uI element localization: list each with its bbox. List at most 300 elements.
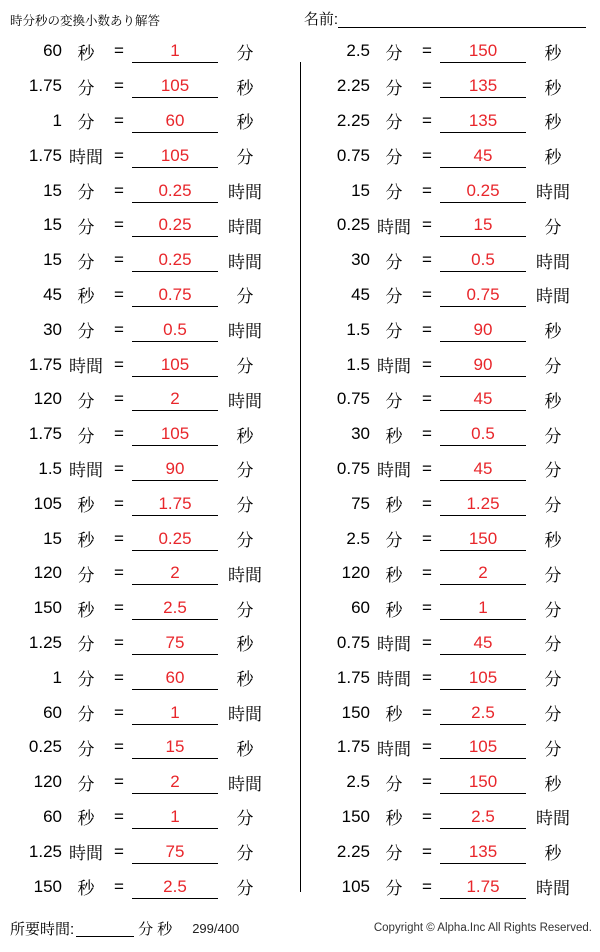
problem-unit: 分 xyxy=(385,322,403,342)
answer-unit: 秒 xyxy=(544,148,562,168)
answer-field[interactable]: 105 xyxy=(440,735,526,759)
problem-value: 120 xyxy=(341,563,370,583)
problem-value: 60 xyxy=(43,702,62,722)
problem-row xyxy=(6,312,292,347)
problem-value: 30 xyxy=(351,250,370,270)
problem-unit: 分 xyxy=(77,391,95,411)
problem-value: 1.75 xyxy=(28,424,62,444)
equals-sign: = xyxy=(422,424,432,444)
answer-field[interactable]: 1 xyxy=(132,701,218,725)
problem-value: 2.5 xyxy=(346,772,370,792)
page-header xyxy=(0,0,600,28)
answer-field[interactable]: 1.25 xyxy=(440,492,526,516)
problem-unit: 分 xyxy=(385,252,403,272)
problem-unit: 時間 xyxy=(377,670,411,690)
problem-row xyxy=(6,382,292,417)
equals-sign: = xyxy=(422,389,432,409)
equals-sign: = xyxy=(114,215,124,235)
answer-field[interactable]: 105 xyxy=(132,422,218,446)
problem-value: 2.5 xyxy=(346,41,370,61)
problem-value: 1.75 xyxy=(28,145,62,165)
problem-row xyxy=(6,138,292,173)
answer-field[interactable]: 2.5 xyxy=(440,701,526,725)
answer-field[interactable]: 2 xyxy=(440,561,526,585)
problem-unit: 秒 xyxy=(77,531,95,551)
problem-row xyxy=(314,278,596,313)
problem-unit: 分 xyxy=(385,43,403,63)
equals-sign: = xyxy=(422,284,432,304)
problem-value: 150 xyxy=(33,876,62,896)
answer-unit: 分 xyxy=(544,635,562,655)
problem-value: 2.25 xyxy=(336,841,370,861)
answer-field[interactable]: 2 xyxy=(132,387,218,411)
answer-field[interactable]: 135 xyxy=(440,840,526,864)
equals-sign: = xyxy=(114,145,124,165)
problem-row xyxy=(6,452,292,487)
equals-sign: = xyxy=(114,354,124,374)
problem-unit: 秒 xyxy=(77,879,95,899)
problem-row xyxy=(314,243,596,278)
answer-field[interactable]: 135 xyxy=(440,74,526,98)
problem-row xyxy=(314,486,596,521)
problem-row xyxy=(6,591,292,626)
problem-unit: 分 xyxy=(77,113,95,133)
problem-value: 150 xyxy=(341,702,370,722)
answer-unit: 秒 xyxy=(544,113,562,133)
answer-unit: 時間 xyxy=(228,252,262,272)
equals-sign: = xyxy=(114,250,124,270)
equals-sign: = xyxy=(422,632,432,652)
answer-unit: 秒 xyxy=(544,391,562,411)
time-seconds-unit: 秒 xyxy=(157,920,173,938)
equals-sign: = xyxy=(114,528,124,548)
equals-sign: = xyxy=(114,389,124,409)
answer-field[interactable]: 0.5 xyxy=(440,248,526,272)
problem-value: 0.25 xyxy=(28,737,62,757)
problem-row xyxy=(6,486,292,521)
answer-unit: 時間 xyxy=(228,774,262,794)
problem-column-right xyxy=(300,34,600,904)
problem-value: 0.75 xyxy=(336,458,370,478)
equals-sign: = xyxy=(422,841,432,861)
answer-unit: 時間 xyxy=(228,705,262,725)
problem-unit: 時間 xyxy=(69,461,103,481)
equals-sign: = xyxy=(422,702,432,722)
problem-row xyxy=(6,765,292,800)
problem-unit: 時間 xyxy=(69,357,103,377)
problem-value: 0.25 xyxy=(336,215,370,235)
problem-row xyxy=(314,695,596,730)
problem-value: 0.75 xyxy=(336,145,370,165)
problem-value: 2.5 xyxy=(346,528,370,548)
problem-unit: 分 xyxy=(385,774,403,794)
equals-sign: = xyxy=(114,876,124,896)
problem-row xyxy=(6,800,292,835)
answer-unit: 時間 xyxy=(228,391,262,411)
equals-sign: = xyxy=(422,806,432,826)
answer-field[interactable]: 2.5 xyxy=(132,875,218,899)
problem-value: 105 xyxy=(341,876,370,896)
problem-row xyxy=(314,104,596,139)
problem-value: 0.75 xyxy=(336,389,370,409)
answer-field[interactable]: 0.5 xyxy=(440,422,526,446)
problem-value: 120 xyxy=(33,772,62,792)
equals-sign: = xyxy=(114,180,124,200)
problem-row xyxy=(314,765,596,800)
problem-row xyxy=(314,208,596,243)
problem-value: 60 xyxy=(43,806,62,826)
time-required-label: 所要時間: xyxy=(10,920,75,938)
equals-sign: = xyxy=(422,667,432,687)
problem-unit: 時間 xyxy=(377,217,411,237)
problem-row xyxy=(6,730,292,765)
answer-field[interactable]: 1 xyxy=(440,596,526,620)
problem-value: 1.75 xyxy=(336,667,370,687)
answer-field[interactable]: 75 xyxy=(132,631,218,655)
name-input-line[interactable] xyxy=(338,10,586,28)
answer-unit: 時間 xyxy=(536,287,570,307)
answer-field[interactable]: 75 xyxy=(132,840,218,864)
equals-sign: = xyxy=(114,110,124,130)
equals-sign: = xyxy=(422,563,432,583)
answer-unit: 時間 xyxy=(536,183,570,203)
problem-value: 2.25 xyxy=(336,110,370,130)
answer-unit: 分 xyxy=(544,670,562,690)
answer-field[interactable]: 0.5 xyxy=(132,318,218,342)
answer-unit: 分 xyxy=(236,461,254,481)
answer-field[interactable]: 1.75 xyxy=(440,875,526,899)
problem-unit: 分 xyxy=(385,531,403,551)
answer-unit: 秒 xyxy=(544,844,562,864)
answer-unit: 分 xyxy=(236,809,254,829)
problem-row xyxy=(314,730,596,765)
equals-sign: = xyxy=(114,841,124,861)
problem-value: 1 xyxy=(52,667,62,687)
answer-unit: 秒 xyxy=(236,113,254,133)
problem-value: 1.75 xyxy=(28,76,62,96)
equals-sign: = xyxy=(422,737,432,757)
problem-unit: 時間 xyxy=(377,739,411,759)
problem-value: 1.75 xyxy=(336,737,370,757)
answer-field[interactable]: 105 xyxy=(132,74,218,98)
answer-field[interactable]: 90 xyxy=(440,353,526,377)
answer-field[interactable]: 2.5 xyxy=(132,596,218,620)
problem-row xyxy=(314,591,596,626)
problem-unit: 秒 xyxy=(385,496,403,516)
equals-sign: = xyxy=(422,215,432,235)
problem-value: 15 xyxy=(43,215,62,235)
problem-unit: 時間 xyxy=(69,844,103,864)
problem-row xyxy=(6,208,292,243)
problem-row xyxy=(6,278,292,313)
answer-unit: 分 xyxy=(544,217,562,237)
problem-value: 45 xyxy=(351,284,370,304)
problem-value: 60 xyxy=(43,41,62,61)
problem-row xyxy=(314,347,596,382)
equals-sign: = xyxy=(114,284,124,304)
equals-sign: = xyxy=(114,76,124,96)
problem-unit: 分 xyxy=(77,739,95,759)
answer-unit: 分 xyxy=(236,496,254,516)
answer-field[interactable]: 45 xyxy=(440,144,526,168)
problem-unit: 分 xyxy=(77,705,95,725)
problem-row xyxy=(6,173,292,208)
problem-row xyxy=(314,138,596,173)
problem-unit: 時間 xyxy=(377,461,411,481)
answer-field[interactable]: 60 xyxy=(132,666,218,690)
problem-row xyxy=(314,173,596,208)
answer-unit: 分 xyxy=(236,844,254,864)
page-count: 299/400 xyxy=(192,920,240,936)
problem-unit: 分 xyxy=(77,252,95,272)
problem-unit: 分 xyxy=(77,322,95,342)
answer-field[interactable]: 1 xyxy=(132,39,218,63)
answer-field[interactable]: 150 xyxy=(440,39,526,63)
answer-unit: 秒 xyxy=(544,78,562,98)
answer-field[interactable]: 15 xyxy=(440,213,526,237)
answer-unit: 分 xyxy=(236,148,254,168)
equals-sign: = xyxy=(114,806,124,826)
answer-unit: 分 xyxy=(236,43,254,63)
equals-sign: = xyxy=(422,876,432,896)
problem-row xyxy=(314,869,596,904)
answer-unit: 分 xyxy=(544,565,562,585)
problem-row xyxy=(314,417,596,452)
copyright-notice: Copyright © Alpha.Inc All Rights Reserved. xyxy=(373,922,592,934)
answer-unit: 秒 xyxy=(236,426,254,446)
answer-field[interactable]: 105 xyxy=(132,144,218,168)
problem-unit: 分 xyxy=(77,635,95,655)
answer-field[interactable]: 90 xyxy=(132,457,218,481)
equals-sign: = xyxy=(114,702,124,722)
answer-field[interactable]: 105 xyxy=(132,353,218,377)
equals-sign: = xyxy=(422,110,432,130)
problem-value: 15 xyxy=(351,180,370,200)
answer-field[interactable]: 90 xyxy=(440,318,526,342)
problem-value: 150 xyxy=(341,806,370,826)
answer-unit: 時間 xyxy=(228,322,262,342)
problem-value: 150 xyxy=(33,598,62,618)
answer-unit: 時間 xyxy=(228,217,262,237)
problem-unit: 分 xyxy=(385,183,403,203)
problem-unit: 秒 xyxy=(77,287,95,307)
problem-value: 0.75 xyxy=(336,632,370,652)
equals-sign: = xyxy=(114,737,124,757)
answer-unit: 秒 xyxy=(236,78,254,98)
answer-field[interactable]: 15 xyxy=(132,735,218,759)
problem-row xyxy=(314,834,596,869)
answer-field[interactable]: 60 xyxy=(132,109,218,133)
answer-unit: 秒 xyxy=(544,774,562,794)
problem-row xyxy=(314,521,596,556)
equals-sign: = xyxy=(114,667,124,687)
problem-row xyxy=(314,556,596,591)
answer-unit: 分 xyxy=(544,705,562,725)
problem-value: 1.5 xyxy=(346,354,370,374)
answer-field[interactable]: 0.75 xyxy=(132,283,218,307)
problem-unit: 分 xyxy=(77,774,95,794)
answer-unit: 分 xyxy=(544,461,562,481)
problem-value: 15 xyxy=(43,528,62,548)
problem-unit: 秒 xyxy=(77,600,95,620)
problem-value: 1.25 xyxy=(28,632,62,652)
problem-value: 1 xyxy=(52,110,62,130)
problem-value: 1.5 xyxy=(346,319,370,339)
problem-unit: 分 xyxy=(77,183,95,203)
problem-value: 15 xyxy=(43,180,62,200)
problem-value: 45 xyxy=(43,284,62,304)
problem-unit: 分 xyxy=(77,217,95,237)
equals-sign: = xyxy=(114,424,124,444)
page-title: 時分秒の変換小数あり解答 xyxy=(10,14,161,28)
problem-value: 30 xyxy=(351,424,370,444)
problem-row xyxy=(314,626,596,661)
column-divider xyxy=(300,62,301,892)
answer-unit: 時間 xyxy=(228,565,262,585)
answer-field[interactable]: 2.5 xyxy=(440,805,526,829)
answer-unit: 秒 xyxy=(236,739,254,759)
problem-value: 1.25 xyxy=(28,841,62,861)
equals-sign: = xyxy=(422,598,432,618)
answer-unit: 分 xyxy=(544,357,562,377)
problem-unit: 分 xyxy=(77,78,95,98)
equals-sign: = xyxy=(114,772,124,792)
problem-value: 30 xyxy=(43,319,62,339)
answer-unit: 分 xyxy=(544,739,562,759)
problem-unit: 時間 xyxy=(377,357,411,377)
answer-field[interactable]: 45 xyxy=(440,457,526,481)
equals-sign: = xyxy=(114,493,124,513)
time-minutes-blank[interactable] xyxy=(76,920,134,937)
problem-value: 1.75 xyxy=(28,354,62,374)
equals-sign: = xyxy=(422,458,432,478)
problem-row xyxy=(6,347,292,382)
problem-unit: 分 xyxy=(77,565,95,585)
problem-row xyxy=(314,660,596,695)
problem-row xyxy=(6,869,292,904)
problem-row xyxy=(6,417,292,452)
problem-row xyxy=(314,452,596,487)
answer-unit: 分 xyxy=(236,531,254,551)
answer-field[interactable]: 1 xyxy=(132,805,218,829)
problem-value: 60 xyxy=(351,598,370,618)
answer-unit: 秒 xyxy=(544,322,562,342)
page-footer xyxy=(0,910,600,952)
problem-unit: 分 xyxy=(77,426,95,446)
problem-column-left xyxy=(0,34,300,904)
problem-unit: 時間 xyxy=(377,635,411,655)
problem-unit: 分 xyxy=(385,287,403,307)
problem-value: 15 xyxy=(43,250,62,270)
equals-sign: = xyxy=(422,772,432,792)
answer-unit: 秒 xyxy=(544,531,562,551)
problem-row xyxy=(6,834,292,869)
answer-field[interactable]: 0.25 xyxy=(440,179,526,203)
equals-sign: = xyxy=(422,493,432,513)
equals-sign: = xyxy=(114,632,124,652)
answer-field[interactable]: 0.25 xyxy=(132,213,218,237)
problem-unit: 秒 xyxy=(77,43,95,63)
problem-unit: 秒 xyxy=(385,426,403,446)
answer-unit: 秒 xyxy=(544,43,562,63)
problem-row xyxy=(6,626,292,661)
answer-field[interactable]: 2 xyxy=(132,770,218,794)
problem-row xyxy=(314,382,596,417)
answer-field[interactable]: 0.75 xyxy=(440,283,526,307)
equals-sign: = xyxy=(114,458,124,478)
answer-unit: 時間 xyxy=(536,252,570,272)
problem-row xyxy=(6,34,292,69)
answer-field[interactable]: 45 xyxy=(440,387,526,411)
problem-unit: 秒 xyxy=(77,496,95,516)
answer-unit: 分 xyxy=(236,600,254,620)
answer-unit: 分 xyxy=(544,496,562,516)
problem-value: 2.25 xyxy=(336,76,370,96)
answer-field[interactable]: 1.75 xyxy=(132,492,218,516)
name-label: 名前: xyxy=(303,11,338,28)
answer-unit: 時間 xyxy=(536,809,570,829)
problem-unit: 分 xyxy=(385,391,403,411)
equals-sign: = xyxy=(422,250,432,270)
time-minutes-unit: 分 xyxy=(138,920,154,938)
answer-unit: 分 xyxy=(236,879,254,899)
answer-field[interactable]: 0.25 xyxy=(132,527,218,551)
answer-unit: 分 xyxy=(544,426,562,446)
answer-field[interactable]: 105 xyxy=(440,666,526,690)
problem-row xyxy=(314,69,596,104)
problem-row xyxy=(6,104,292,139)
equals-sign: = xyxy=(114,563,124,583)
problem-row xyxy=(6,69,292,104)
problem-row xyxy=(6,556,292,591)
equals-sign: = xyxy=(422,354,432,374)
equals-sign: = xyxy=(114,598,124,618)
answer-field[interactable]: 150 xyxy=(440,527,526,551)
equals-sign: = xyxy=(422,319,432,339)
equals-sign: = xyxy=(422,76,432,96)
answer-field[interactable]: 0.25 xyxy=(132,179,218,203)
answer-unit: 分 xyxy=(236,357,254,377)
problem-columns xyxy=(0,28,600,904)
problem-unit: 秒 xyxy=(385,809,403,829)
problem-unit: 分 xyxy=(385,148,403,168)
problem-value: 120 xyxy=(33,389,62,409)
problem-value: 105 xyxy=(33,493,62,513)
answer-field[interactable]: 2 xyxy=(132,561,218,585)
problem-value: 120 xyxy=(33,563,62,583)
answer-field[interactable]: 0.25 xyxy=(132,248,218,272)
name-field-area xyxy=(304,10,586,28)
answer-unit: 分 xyxy=(236,287,254,307)
problem-unit: 時間 xyxy=(69,148,103,168)
answer-field[interactable]: 150 xyxy=(440,770,526,794)
problem-row xyxy=(6,695,292,730)
answer-field[interactable]: 45 xyxy=(440,631,526,655)
problem-row xyxy=(6,243,292,278)
problem-row xyxy=(314,312,596,347)
problem-unit: 秒 xyxy=(385,565,403,585)
problem-unit: 秒 xyxy=(77,809,95,829)
problem-unit: 秒 xyxy=(385,705,403,725)
answer-unit: 秒 xyxy=(236,635,254,655)
equals-sign: = xyxy=(114,319,124,339)
problem-row xyxy=(314,800,596,835)
answer-unit: 秒 xyxy=(236,670,254,690)
answer-unit: 時間 xyxy=(228,183,262,203)
answer-unit: 分 xyxy=(544,600,562,620)
answer-unit: 時間 xyxy=(536,879,570,899)
answer-field[interactable]: 135 xyxy=(440,109,526,133)
